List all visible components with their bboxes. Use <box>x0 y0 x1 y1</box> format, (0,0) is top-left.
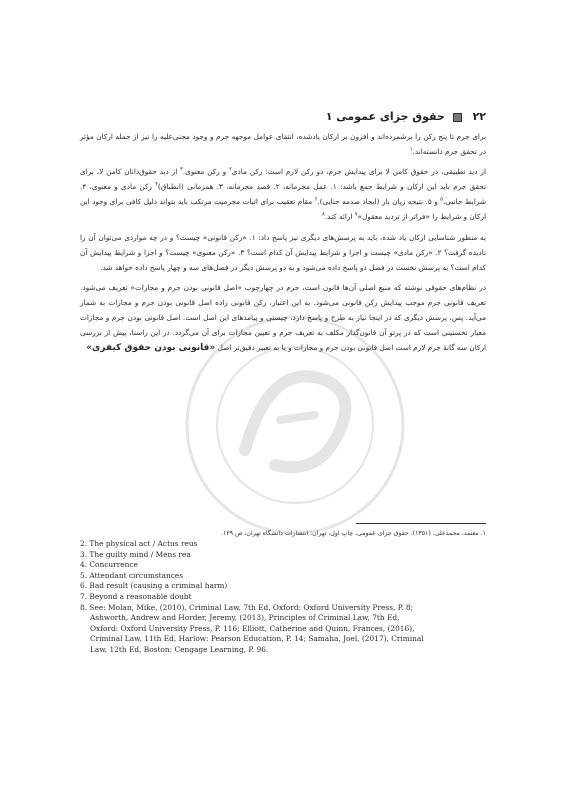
paragraph <box>80 164 486 224</box>
text-run: از دید تطبیقی، در حقوق کامن لا برای پیدایش جرم، دو رکن لازم است: رکن مادی <box>231 167 486 177</box>
footnote-divider <box>356 523 486 524</box>
footnote-line: 4. Concurrence <box>80 560 138 570</box>
footnote-line: 2. The physical act / Actus reus <box>80 539 198 548</box>
footnote-marker: ۴ <box>155 181 158 188</box>
footnote-line: 5. Attendant circumstances <box>80 570 184 580</box>
text-run: و رکن معنوی. <box>182 167 230 177</box>
footnote-marker: ۳ <box>180 166 183 173</box>
paragraph <box>80 280 486 356</box>
footnote-line: 7. Beyond a reasonable doubt <box>80 591 192 601</box>
footnote-marker: ۵ <box>440 196 443 203</box>
page-number: ۲۲ <box>472 110 486 123</box>
text-run: از دید حقوق‌دانان کامن لا، برای تحقق جرم باید این ارکان و شرایط جمع باشد: ۱. عمل مجرمانه، ۲. قصد مجرمانه، ۳. همزمانی (انطباق) <box>80 167 487 192</box>
text-run: برای جرم تا پنج رکن را برشمرده‌اند و افزون بر ارکان یادشده، انتفای عوامل موجهه جرم و وجود مجنی‌علیه را نیز از جمله ارکان مؤثر در تحقق جرم دانسته‌اند. <box>80 132 486 157</box>
paragraph <box>80 230 486 275</box>
text-run: و ۵. نتیجه زیان بار (ایجاد صدمه جنایی). <box>317 197 441 207</box>
paragraph <box>80 129 486 159</box>
text-run: ارائه کند. <box>324 212 355 222</box>
footnote-line: Criminal Law, 11th Ed, Harlow: Pearson Education, P. 14; Samaha, Joel, (2017), Criminal <box>90 634 424 644</box>
footnote-persian: ۱. معتمد، محمدعلی، (۱۳۵۱)، حقوق جزای عمومی، چاپ اول، تهران: انتشارات دانشگاه تهران، ص ۱۲۹. <box>221 530 486 537</box>
footnote-marker: ۶ <box>314 196 318 203</box>
body-text <box>80 129 486 356</box>
footnote-line: 6. Bad result (causing a criminal harm) <box>80 581 228 591</box>
text-run: مقام تعقیب برای اثبات مجرمیت مرتکب باید بتواند دلیل کافی برای وجود این ارکان و شرایط را «فراتر از تردید معقول» <box>80 197 486 222</box>
footnote-line: Law, 12th Ed, Boston: Cengage Learning, P. 96. <box>90 644 269 654</box>
footnote-marker: ۲ <box>229 166 232 173</box>
square-bullet-icon <box>453 113 462 122</box>
footnote-marker: ۱ <box>409 146 413 153</box>
footnote-marker: ۸ <box>322 212 325 219</box>
footnotes-english <box>80 539 486 656</box>
footnote-line: Ashworth, Andrew and Horder, Jeremy, (2013), Principles of Criminal Law, 7th Ed, <box>90 613 400 623</box>
text-run: در نظام‌های حقوقی نوشته که منبع اصلی آن‌ها قانون است، جرم در چهارچوب «اصل قانونی بودن جرم و مجازات» تعریف می‌شود. تعریف قانونی جرم موجب پیدایش رکن قانونی می‌شود. به این اعتبار، رکن قانونی زاده اصل قانونی بودن جرم و مجازات به شمار می‌آید. پس، پرسش دیگری که در اینجا نیاز به طرح و پاسخ دارد، چیستی و پیامدهای این اصل است. اصل قانونی بودن جرم و مجازات معیار نخستینی است که در پرتو آن قانون‌گذار مکلف به تعریف جرم و تعیین مجازات برای آن می‌گردد. در این راستا، پیش از بررسی ارکان سه گانهٔ جرم لازم است اصل قانونی بودن جرم و مجازات و یا به تعبیر دقیق‌تر اصل <box>80 282 486 353</box>
text-run: رکن مادی و معنوی، ۴. شرایط جانبی، <box>80 182 486 207</box>
footnote-line: Oxford: Oxford University Press, P. 116; Elliott, Catherine and Quinn, Frances, (2016), <box>90 623 415 633</box>
footnote-line: 8. See: Molan, Mike, (2010), Criminal Law, 7th Ed, Oxford: Oxford University Press, P. 8; <box>80 602 414 612</box>
running-title: حقوق جزای عمومی ۱ <box>325 110 445 123</box>
running-header <box>80 110 486 126</box>
emphasized-term: «قانونی بودن حقوق کیفری» <box>86 343 216 354</box>
text-run: به منظور شناسایی ارکان یاد شده، باید به پرسش‌های دیگری نیز پاسخ داد: ۱. «رکن قانونی» چیست؟ و در چه مواردی می‌توان آن را نادیده گرفت؟ ۲. «رکن مادی» چیست و اجزا و شرایط پیدایش آن کدام است؟ ۳. «رکن معنوی» چیست؟ و اجزا و شرایط پیدایش آن کدام است؟ به پرسش نخست در فصل دو پاسخ داده می‌شود و به دو پرسش دیگر در فصل‌های سه و چهار پاسخ داده خواهد شد. <box>80 232 486 272</box>
footnote-marker: ۷ <box>354 212 358 219</box>
footnote-line: 3. The guilty mind / Mens rea <box>80 549 191 559</box>
